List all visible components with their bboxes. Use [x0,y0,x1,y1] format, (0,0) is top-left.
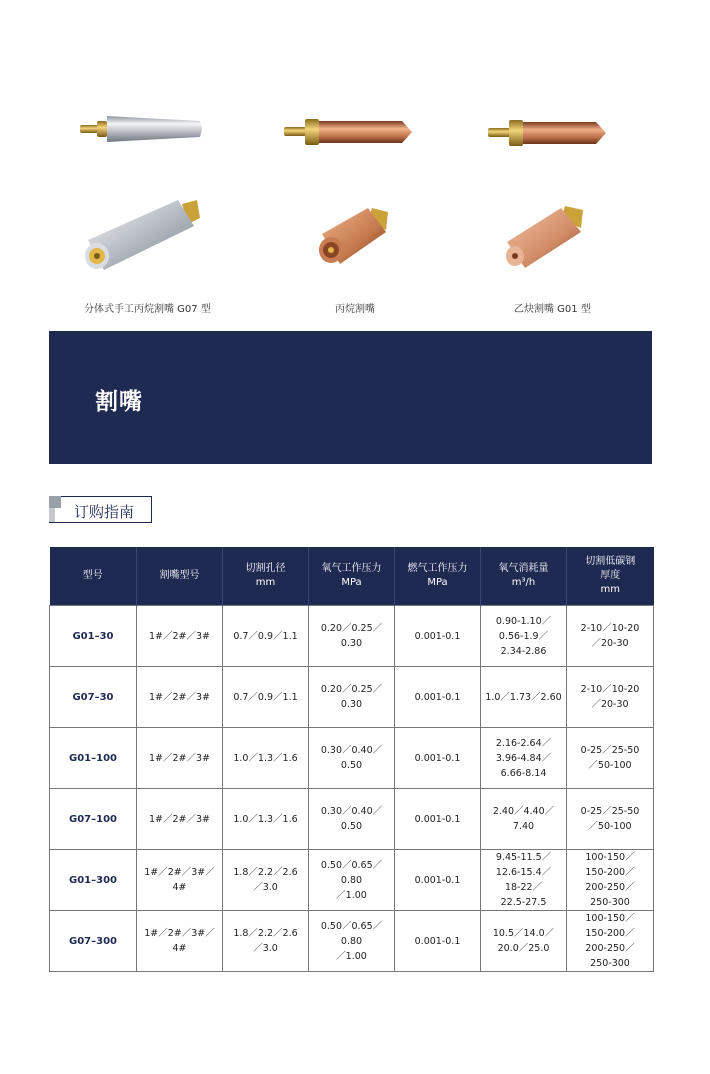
cell-line: 0.56-1.9／ [498,630,549,642]
cell-line: 0-25／25-50 [580,745,640,756]
cell-line: 9.45-11.5／ [495,852,552,863]
cell-tip: 1#／2#／3#／4# [137,911,223,972]
cell-model: G07–100 [50,789,137,850]
cell-line: 2.40／4.40／7.40 [492,806,555,832]
silver-tip-front-image [82,196,202,276]
cell-fuel-pressure: 0.001-0.1 [395,728,481,789]
header-fuel-pressure: 燃气工作压力 MPa [395,547,481,606]
cell-line: 1.8／2.2／2.6 [233,867,298,878]
cell-model: G07–300 [50,911,137,972]
product-caption-g07: 分体式手工丙烷割嘴 G07 型 [84,304,211,315]
cell-oxy-consumption [481,606,567,667]
cell-fuel-pressure: 0.001-0.1 [395,850,481,911]
cell-line: 0.90-1.10／ [495,615,552,627]
cell-thickness [567,789,654,850]
cell-thickness [567,606,654,667]
silver-tip-side-image [78,108,208,150]
header-tip: 割嘴型号 [137,547,223,606]
cell-oxy-pressure [309,911,395,972]
cell-thickness [567,911,654,972]
cell-line: 20.0／25.0 [497,943,550,954]
cell-line: 250-300 [590,958,630,969]
table-row [50,789,654,850]
cell-line: ／1.00 [336,889,367,901]
product-photos [0,0,710,330]
cell-tip: 1#／2#／3#／4# [137,850,223,911]
cell-oxy-pressure [309,850,395,911]
cell-bore: 1.0／1.3／1.6 [223,728,309,789]
cell-model: G01–30 [50,606,137,667]
cell-line: 100-150／ [585,852,635,863]
ordering-guide-heading [49,496,152,523]
product-caption-g01: 乙炔割嘴 G01 型 [514,304,591,315]
cell-bore: 0.7／0.9／1.1 [223,667,309,728]
cell-line: 2.34-2.86 [500,645,547,657]
section-banner [49,331,652,464]
cell-tip: 1#／2#／3# [137,667,223,728]
copper-tip-side-image [282,112,417,152]
cell-oxy-consumption [481,789,567,850]
header-oxy-pressure: 氧气工作压力 MPa [309,547,395,606]
cell-line: 22.5-27.5 [500,897,547,908]
cell-line: 18-22／ [504,882,543,893]
acetylene-tip-front-image [503,202,593,274]
table-row [50,667,654,728]
spec-table [49,547,654,972]
cell-line: 0.50／0.65／0.80 [320,859,383,886]
cell-bore [223,911,309,972]
cell-line: 3.96-4.84／ [495,752,552,764]
cell-line: 200-250／ [585,882,635,893]
table-row [50,728,654,789]
cell-line: 2-10／10-20 [580,684,640,695]
header-model: 型号 [50,547,137,606]
cell-thickness [567,728,654,789]
cell-oxy-consumption [481,850,567,911]
cell-line: 1.8／2.2／2.6 [233,928,298,939]
heading-marker-icon [49,496,61,508]
cell-oxy-consumption [481,667,567,728]
cell-line: 150-200／ [585,928,635,939]
cell-model: G07–30 [50,667,137,728]
cell-line: 250-300 [590,897,630,908]
table-row [50,850,654,911]
cell-bore [223,850,309,911]
cell-line: ／20-30 [591,699,629,710]
cell-thickness [567,667,654,728]
cell-fuel-pressure: 0.001-0.1 [395,667,481,728]
table-row [50,911,654,972]
cell-tip: 1#／2#／3# [137,606,223,667]
cell-line: 100-150／ [585,913,635,924]
cell-oxy-pressure: 0.30／0.40／0.50 [309,789,395,850]
cell-oxy-consumption [481,728,567,789]
cell-line: 2.16-2.64／ [495,737,552,749]
header-thickness: 切割低碳钢 厚度 mm [567,547,654,606]
cell-line: 200-250／ [585,943,635,954]
cell-model: G01–300 [50,850,137,911]
cell-oxy-pressure: 0.30／0.40／0.50 [309,728,395,789]
cell-line: 0-25／25-50 [580,806,640,817]
cell-tip: 1#／2#／3# [137,789,223,850]
table-row [50,606,654,667]
cell-line: ／3.0 [253,943,278,954]
table-header-row [50,547,654,606]
header-bore: 切割孔径 mm [223,547,309,606]
cell-line: 1.0／1.73／2.60 [485,691,562,703]
cell-oxy-pressure: 0.20／0.25／0.30 [309,667,395,728]
cell-line: ／1.00 [336,950,367,962]
cell-line: ／50-100 [588,760,632,771]
cell-model: G01–100 [50,728,137,789]
header-oxy-consumption: 氧气消耗量 m³/h [481,547,567,606]
cell-line: 0.50／0.65／0.80 [320,920,383,947]
cell-line: ／20-30 [591,638,629,649]
cell-line: 150-200／ [585,867,635,878]
cell-oxy-consumption [481,911,567,972]
ordering-guide-title: 订购指南 [74,503,135,521]
cell-line: 12.6-15.4／ [495,867,552,878]
product-caption-propane: 丙烷割嘴 [335,304,375,315]
acetylene-tip-side-image [486,114,611,152]
banner-title: 割嘴 [95,389,143,415]
copper-tip-front-image [316,202,396,272]
cell-line: ／50-100 [588,821,632,832]
cell-line: ／3.0 [253,882,278,893]
cell-thickness [567,850,654,911]
cell-oxy-pressure: 0.20／0.25／0.30 [309,606,395,667]
cell-tip: 1#／2#／3# [137,728,223,789]
cell-fuel-pressure: 0.001-0.1 [395,911,481,972]
cell-bore: 0.7／0.9／1.1 [223,606,309,667]
cell-line: 2-10／10-20 [580,623,640,634]
cell-line: 6.66-8.14 [500,767,547,779]
cell-bore: 1.0／1.3／1.6 [223,789,309,850]
cell-line: 10.5／14.0／ [492,928,555,939]
cell-fuel-pressure: 0.001-0.1 [395,789,481,850]
cell-fuel-pressure: 0.001-0.1 [395,606,481,667]
